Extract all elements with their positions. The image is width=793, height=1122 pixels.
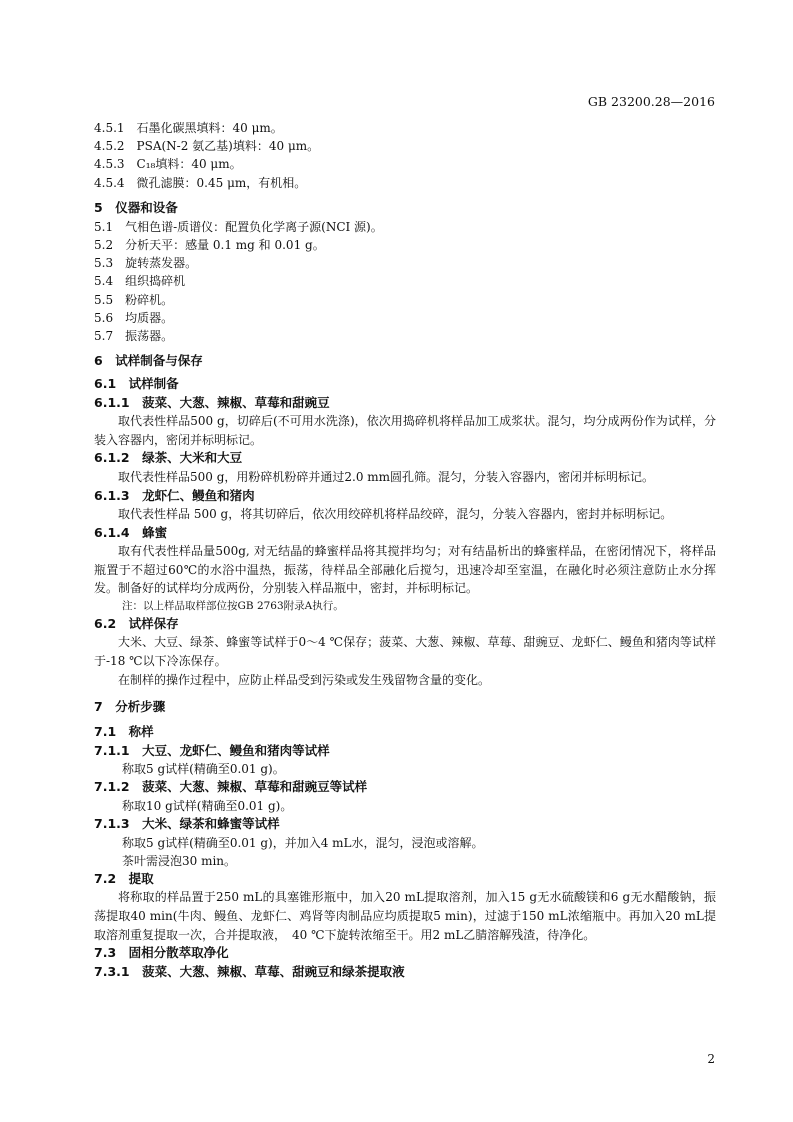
section-6-1-4-heading: 6.1.4 蜂蜜 <box>94 524 168 540</box>
sampling-note: 注：以上样品取样部位按GB 2763附录A执行。 <box>122 599 344 612</box>
item-5-7: 5.7 振荡器。 <box>94 329 174 344</box>
section-6-1-1-heading: 6.1.1 菠菜、大葱、辣椒、草莓和甜豌豆 <box>94 394 330 410</box>
paragraph-6-1-1: 取代表性样品500 g，切碎后(不可用水洗涤)，依次用捣碎机将样品加工成浆状。混匀，均分成两份作为试样，分装入容器内，密闭并标明标记。 <box>94 414 716 447</box>
section-7-1-3-heading: 7.1.3 大米、绿茶和蜂蜜等试样 <box>94 816 280 832</box>
section-6-1-2-heading: 6.1.2 绿茶、大米和大豆 <box>94 450 243 466</box>
page-number: 2 <box>707 1052 715 1066</box>
paragraph-6-1-3: 取代表性样品 500 g，将其切碎后，依次用绞碎机将样品绞碎，混匀，分装入容器内，密封并标明标记。 <box>118 507 673 522</box>
section-7-1-heading: 7.1 称样 <box>94 724 154 740</box>
paragraph-7-1-3-b: 茶叶需浸泡30 min。 <box>122 853 237 868</box>
paragraph-6-2-b: 在制样的操作过程中，应防止样品受到污染或发生残留物含量的变化。 <box>118 672 491 687</box>
paragraph-7-2: 将称取的样品置于250 mL的具塞锥形瓶中，加入20 mL提取溶剂，加入15 g无水硫酸镁和6 g无水醋酸钠，振荡提取40 min(牛肉、鳗鱼、龙虾仁、鸡肾等肉制品应均质提取5 min)，过滤于150 mL浓缩瓶中。再加入20 mL提取溶剂重复提取一次，合并提取液， 40 ℃下旋转浓缩至干。用2 mL乙腈溶解残渣，待净化。 <box>94 890 716 942</box>
section-6-1-3-heading: 6.1.3 龙虾仁、鳗鱼和猪肉 <box>94 487 255 503</box>
paragraph-7-1-1: 称取5 g试样(精确至0.01 g)。 <box>122 762 285 777</box>
item-5-5: 5.5 粉碎机。 <box>94 292 174 307</box>
paragraph-7-1-3-a: 称取5 g试样(精确至0.01 g)，并加入4 mL水，混匀，浸泡或溶解。 <box>122 835 484 850</box>
section-7-heading: 7 分析步骤 <box>94 699 166 715</box>
item-5-6: 5.6 均质器。 <box>94 310 174 325</box>
item-4-5-1: 4.5.1 石墨化碳黑填料：40 μm。 <box>94 121 283 135</box>
section-7-1-1-heading: 7.1.1 大豆、龙虾仁、鳗鱼和猪肉等试样 <box>94 742 330 758</box>
item-4-5-3: 4.5.3 C₁₈填料：40 μm。 <box>94 157 242 172</box>
item-4-5-4: 4.5.4 微孔滤膜：0.45 μm，有机相。 <box>94 175 307 190</box>
paragraph-6-1-4: 取有代表性样品量500g, 对无结晶的蜂蜜样品将其搅拌均匀；对有结晶析出的蜂蜜样品，在密闭情况下，将样品瓶置于不超过60℃的水浴中温热，振荡，待样品全部融化后搅匀，迅速冷却至室温，在融化时必须注意防止水分挥发。制备好的试样均分成两份，分别装入样品瓶中，密封，并标明标记。 <box>94 544 716 596</box>
section-5-heading: 5 仪器和设备 <box>94 199 178 215</box>
item-5-1: 5.1 气相色谱-质谱仪：配置负化学离子源(NCI 源)。 <box>94 219 383 234</box>
document-body <box>94 119 716 981</box>
paragraph-7-1-2: 称取10 g试样(精确至0.01 g)。 <box>122 798 293 813</box>
item-4-5-2: 4.5.2 PSA(N-2 氨乙基)填料：40 μm。 <box>94 139 320 154</box>
section-7-2-heading: 7.2 提取 <box>94 870 154 886</box>
section-7-3-1-heading: 7.3.1 菠菜、大葱、辣椒、草莓、甜豌豆和绿茶提取液 <box>94 963 405 979</box>
standard-code: GB 23200.28—2016 <box>587 94 715 109</box>
section-6-2-heading: 6.2 试样保存 <box>94 615 179 631</box>
section-6-heading: 6 试样制备与保存 <box>94 353 203 369</box>
paragraph-6-2-a: 大米、大豆、绿茶、蜂蜜等试样于0～4 ℃保存；菠菜、大葱、辣椒、草莓、甜豌豆、龙虾仁、鳗鱼和猪肉等试样于-18 ℃以下冷冻保存。 <box>94 635 716 668</box>
section-6-1-heading: 6.1 试样制备 <box>94 376 179 392</box>
item-5-2: 5.2 分析天平：感量 0.1 mg 和 0.01 g。 <box>94 238 325 253</box>
section-7-3-heading: 7.3 固相分散萃取净化 <box>94 945 229 961</box>
item-5-4: 5.4 组织捣碎机 <box>94 274 186 289</box>
section-7-1-2-heading: 7.1.2 菠菜、大葱、辣椒、草莓和甜豌豆等试样 <box>94 779 368 795</box>
paragraph-6-1-2: 取代表性样品500 g，用粉碎机粉碎并通过2.0 mm圆孔筛。混匀，分装入容器内，密闭并标明标记。 <box>118 469 655 484</box>
item-5-3: 5.3 旋转蒸发器。 <box>94 256 198 271</box>
